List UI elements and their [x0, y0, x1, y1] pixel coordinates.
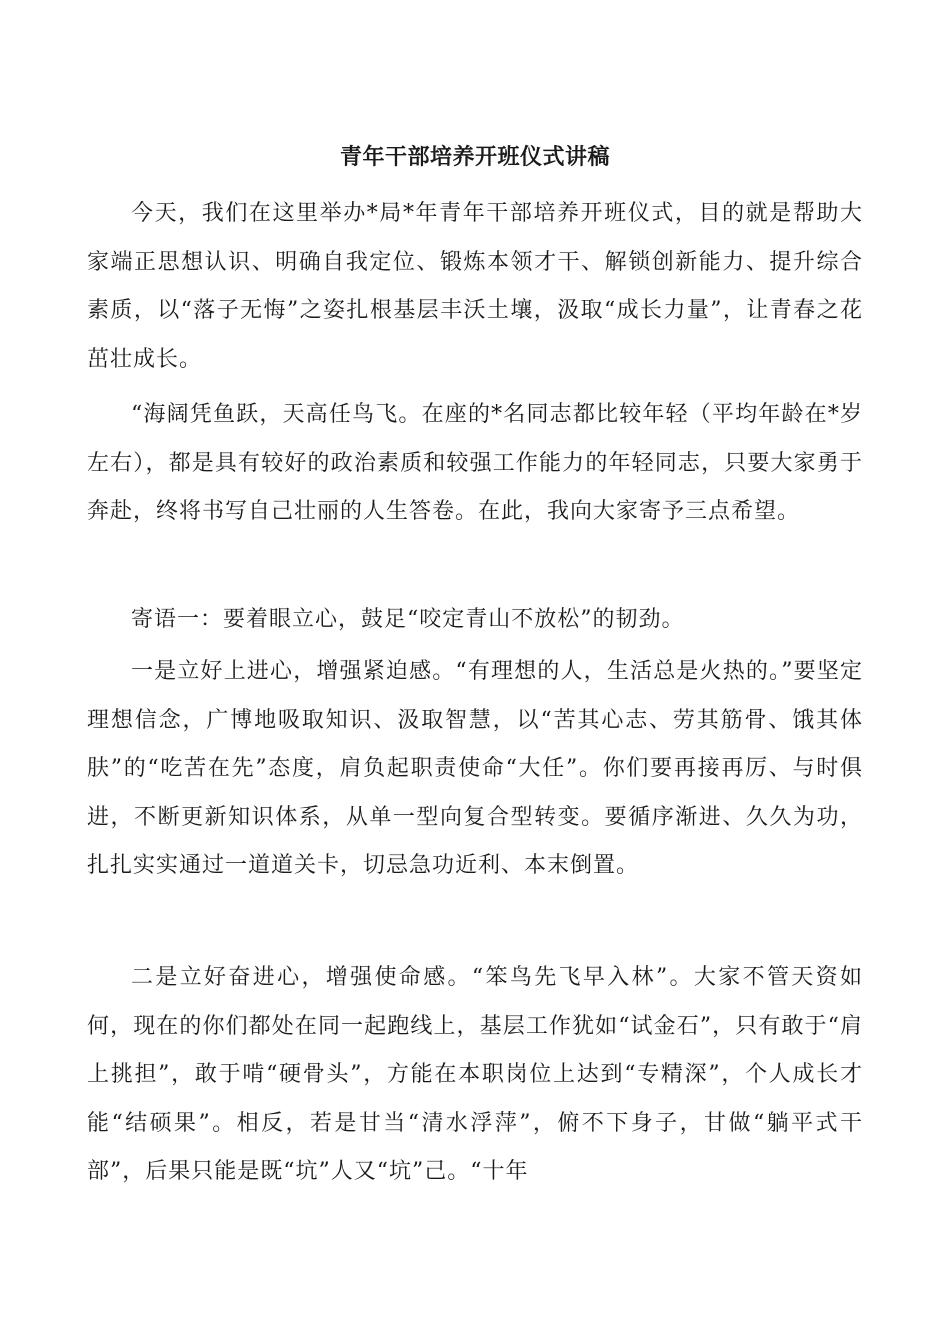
- paragraph-point-two: 二是立好奋进心，增强使命感。“笨鸟先飞早入林”。大家不管天资如何，现在的你们都处在同一起跑线上，基层工作犹如“试金石”，只有敢于“肩上挑担”，敢于啃“硬骨头”，方能在本职岗位上达到“专精深”，个人成长才能“结硕果”。相反，若是甘当“清水浮萍”，俯不下身子，甘做“躺平式干部”，后果只能是既“坑”人又“坑”己。“十年: [87, 965, 863, 1184]
- paragraph-point-one: 一是立好上进心，增强紧迫感。“有理想的人，生活总是火热的。”要坚定理想信念，广博地吸取知识、汲取智慧，以“苦其心志、劳其筋骨、饿其体肤”的“吃苦在先”态度，肩负起职责使命“大任”。你们要再接再厉、与时俱进，不断更新知识体系，从单一型向复合型转变。要循序渐进、久久为功，扎扎实实通过一道道关卡，切忌急功近利、本末倒置。: [87, 659, 863, 878]
- paragraph-opening: 今天，我们在这里举办*局*年青年干部培养开班仪式，目的就是帮助大家端正思想认识、明确自我定位、锻炼本领才干、解锁创新能力、提升综合素质，以“落子无悔”之姿扎根基层丰沃土壤，汲取“成长力量”，让青春之花茁壮成长。: [87, 201, 863, 372]
- document-title: 青年干部培养开班仪式讲稿: [339, 145, 610, 170]
- paragraph-introduction: “海阔凭鱼跃，天高任鸟飞。在座的*名同志都比较年轻（平均年龄在*岁左右），都是具有较好的政治素质和较强工作能力的年轻同志，只要大家勇于奔赴，终将书写自己壮丽的人生答卷。在此，我向大家寄予三点希望。: [87, 402, 863, 524]
- paragraph-message-one-heading: 寄语一：要着眼立心，鼓足“咬定青山不放松”的韧劲。: [131, 607, 685, 632]
